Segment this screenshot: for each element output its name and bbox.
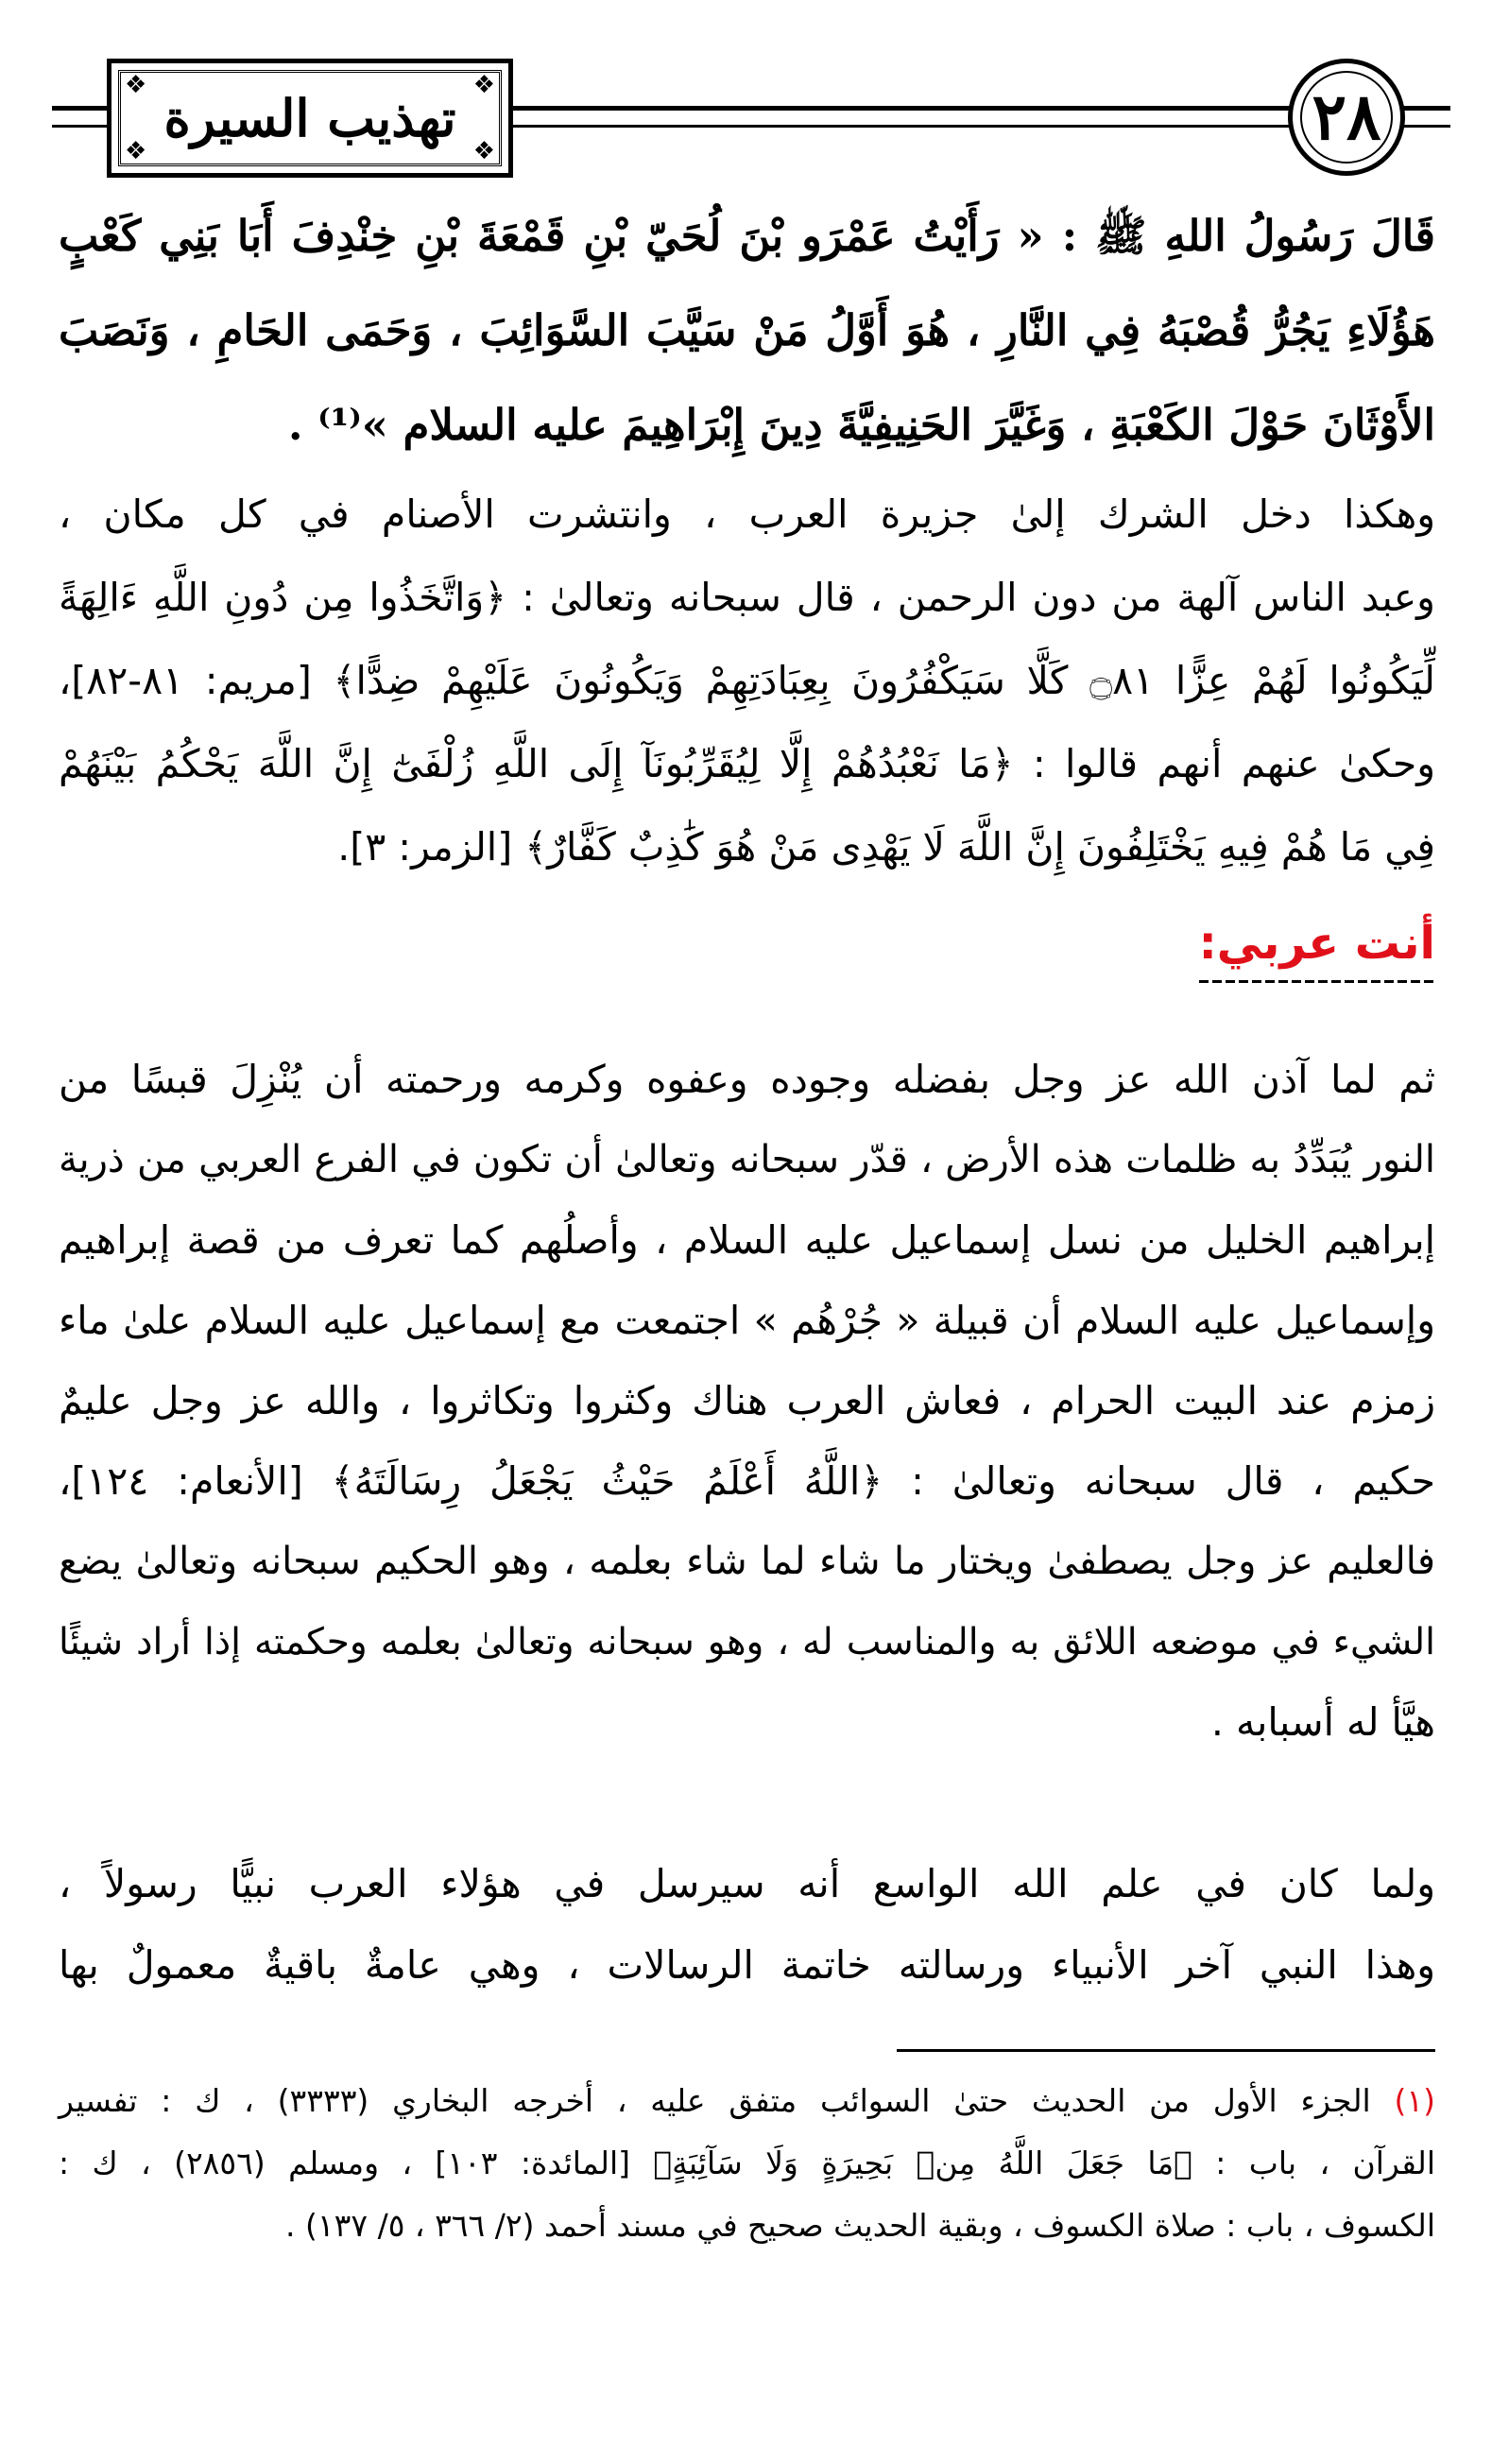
footnote-line [59,2070,1435,2132]
paragraph-line: وهكذا دخل الشرك إلىٰ جزيرة العرب ، وانتشرت الأصنام في كل مكان ، [59,491,1435,537]
section-heading: أنت عربي: [1199,917,1435,977]
ornament-icon: ❖ [472,137,495,165]
paragraph-prophet [59,1843,1435,2006]
ornament-icon: ❖ [125,71,147,99]
ornament-icon: ❖ [472,71,495,99]
paragraph-shirk [59,473,1435,888]
footnote-line: الكسوف ، باب : صلاة الكسوف ، وبقية الحديث صحيح في مسند أحمد (٢/ ٣٦٦ ، ٥/ ١٣٧) . [285,2207,1435,2244]
paragraph-line: ولما كان في علم الله الواسع أنه سيرسل في هؤلاء العرب نبيًّا رسولاً ، [59,1861,1435,1906]
paragraph-line: الشيء في موضعه اللائق به والمناسب له ، وهو سبحانه وتعالىٰ بعلمه وحكمته إذا أراد شيئًا [59,1621,1435,1663]
running-title: تهذيب السيرة [163,88,456,148]
hadith-line: هَؤُلَاءِ يَجُرُّ قُصْبَهُ فِي النَّارِ ، هُوَ أَوَّلُ مَنْ سَيَّبَ السَّوَائِبَ ، وَحَمَى الحَامِ ، وَنَصَبَ [59,305,1435,355]
paragraph-line: زمزم عند البيت الحرام ، فعاش العرب هناك وكثروا وتكاثروا ، والله عز وجل عليمٌ [59,1378,1435,1423]
footnote-line: القرآن ، باب : ﴿مَا جَعَلَ اللَّهُ مِنۢ بَحِيرَةٍ وَلَا سَآئِبَةٍ﴾ [المائدة: ١٠٣] ، ومسلم (٢٨٥٦) ، ك : [59,2145,1436,2181]
hadith-line: الأَوْثَانَ حَوْلَ الكَعْبَةِ ، وَغَيَّرَ الحَنِيفِيَّةَ دِينَ إِبْرَاهِيمَ عليه السلام »⁽¹⁾ . [287,400,1435,450]
paragraph-line: وعبد الناس آلهة من دون الرحمن ، قال سبحانه وتعالىٰ : ﴿وَاتَّخَذُوا مِن دُونِ اللَّهِ ءَالِهَةً [59,575,1435,620]
footnote-text: الجزء الأول من الحديث حتىٰ السوائب متفق عليه ، أخرجه البخاري (٣٣٣٣) ، ك : تفسير [59,2082,1371,2119]
paragraph-line: النور يُبَدِّدُ به ظلمات هذه الأرض ، قدّر سبحانه وتعالىٰ أن تكون في الفرع العربي من ذرية [59,1138,1435,1181]
paragraph-line: فِي مَا هُمْ فِيهِ يَخْتَلِفُونَ إِنَّ اللَّهَ لَا يَهْدِى مَنْ هُوَ كَٰذِبٌ كَفَّارٌ﴾ [الزمر: ٣]. [337,824,1435,870]
hadith-line: قَالَ رَسُولُ اللهِ ﷺ : « رَأَيْتُ عَمْرَو بْنَ لُحَيّ بْنِ قَمْعَةَ بْنِ خِنْدِفَ أَبَا بَنِي كَعْبٍ [59,211,1435,261]
paragraph-line: لِّيَكُونُوا لَهُمْ عِزًّا ۝٨١ كَلَّا سَيَكْفُرُونَ بِعِبَادَتِهِمْ وَيَكُونُونَ عَلَيْهِمْ ضِدًّا﴾ [مريم: ٨١-٨٢]، [59,658,1435,703]
page-number [1288,59,1405,176]
page-number-text: ٢٨ [1312,79,1381,155]
paragraph-line: ثم لما آذن الله عز وجل بفضله وجوده وعفوه وكرمه ورحمته أن يُنْزِلَ قبسًا من [59,1057,1435,1102]
paragraph-line: وحكىٰ عنهم أنهم قالوا : ﴿مَا نَعْبُدُهُمْ إِلَّا لِيُقَرِّبُونَآ إِلَى اللَّهِ زُلْفَىٰٓ إِنَّ اللَّهَ يَحْكُمُ بَيْنَهُمْ [59,741,1435,786]
ornament-icon: ❖ [125,137,147,165]
paragraph-line: وهذا النبي آخر الأنبياء ورسالته خاتمة الرسالات ، وهي عامةٌ باقيةٌ معمولٌ بها [59,1942,1435,1988]
footnote-number: (١) [1394,2082,1435,2119]
page-header [52,49,1450,181]
paragraph-line: فالعليم عز وجل يصطفىٰ ويختار ما شاء لما شاء بعلمه ، وهو الحكيم سبحانه وتعالىٰ يضع [59,1540,1435,1583]
paragraph-line: إبراهيم الخليل من نسل إسماعيل عليه السلام ، وأصلُهم كما تعرف من قصة إبراهيم [59,1217,1435,1263]
paragraph-arab [59,1040,1435,1763]
hadith-quote [59,189,1435,473]
footnote [59,2070,1435,2257]
paragraph-line: حكيم ، قال سبحانه وتعالىٰ : ﴿اللَّهُ أَعْلَمُ حَيْثُ يَجْعَلُ رِسَالَتَهُ﴾ [الأنعام: ١٢٤]، [59,1458,1435,1504]
running-title-frame [107,59,513,178]
paragraph-line: وإسماعيل عليه السلام أن قبيلة « جُرْهُم » اجتمعت مع إسماعيل عليه السلام علىٰ ماء [59,1298,1435,1343]
paragraph-line: هيَّأ له أسبابه . [1210,1699,1435,1745]
footnote-separator [897,2049,1435,2052]
